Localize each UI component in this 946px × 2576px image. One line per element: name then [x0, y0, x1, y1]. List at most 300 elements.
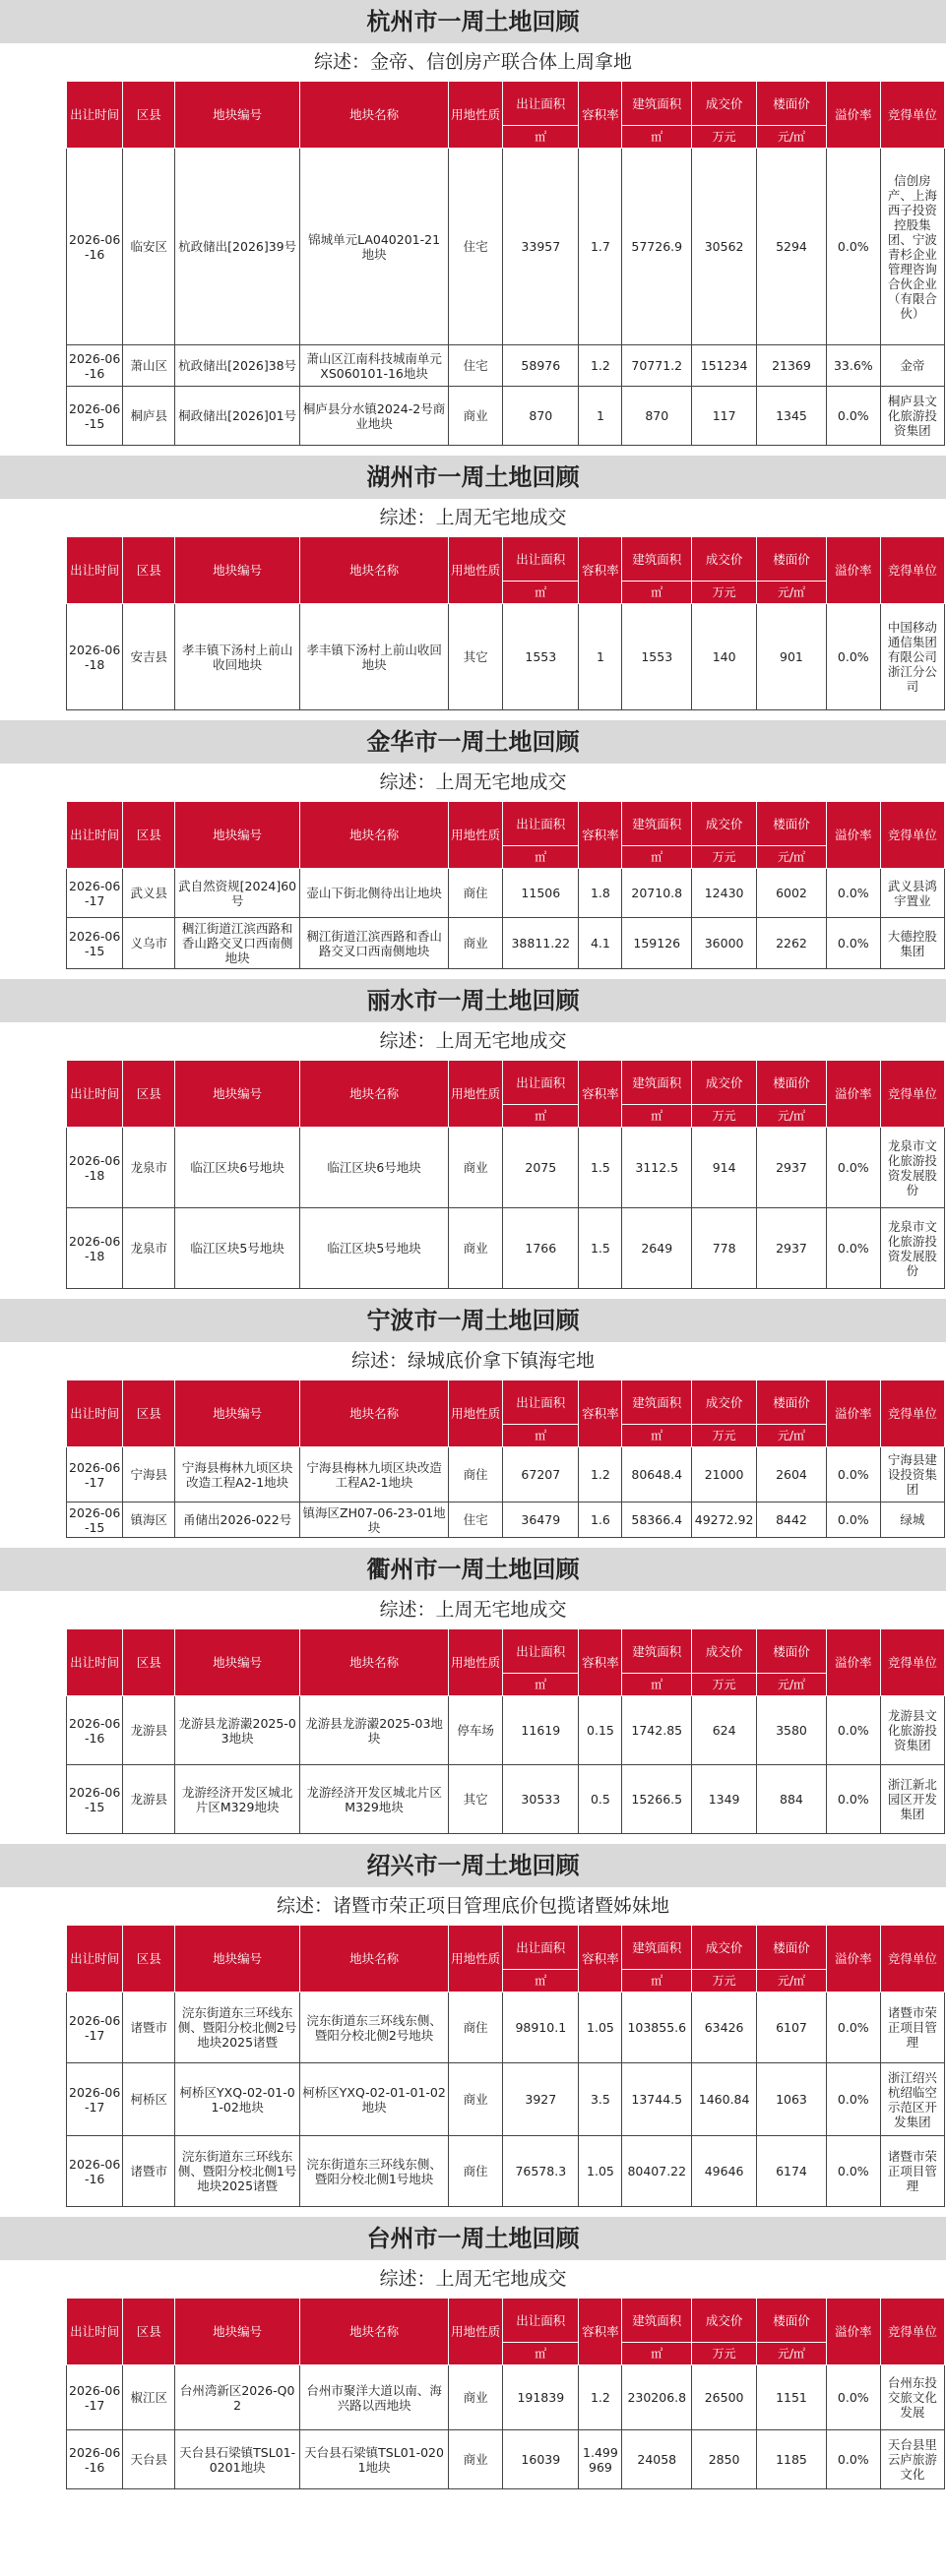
cell-plot_no: 临江区块6号地块 [175, 1128, 300, 1208]
cell-plot_no: 天台县石梁镇TSL01-0201地块 [175, 2430, 300, 2489]
col-header-winner: 竞得单位 [880, 1926, 944, 1993]
cell-plot_name: 孝丰镇下汤村上前山收回地块 [300, 604, 449, 710]
cell-use: 商住 [449, 1993, 503, 2063]
cell-use: 商住 [449, 1447, 503, 1503]
col-header-plot_no: 地块编号 [175, 802, 300, 869]
cell-floor_price: 884 [757, 1765, 827, 1834]
cell-plot_no: 浣东街道东三环线东侧、暨阳分校北侧2号地块2025诸暨 [175, 1993, 300, 2063]
cell-area: 16039 [503, 2430, 579, 2489]
cell-floor_price: 2262 [757, 918, 827, 969]
cell-plot_no: 杭政储出[2026]38号 [175, 345, 300, 387]
col-unit-build_area: ㎡ [622, 846, 692, 869]
city-section [0, 1299, 946, 1538]
weekly-summary: 综述：上周无宅地成交 [379, 507, 567, 528]
cell-district: 安吉县 [123, 604, 175, 710]
city-section [0, 0, 946, 446]
col-header-premium: 溢价率 [826, 1061, 880, 1128]
city-section [0, 979, 946, 1289]
col-header-date: 出让时间 [67, 802, 123, 869]
col-header-area: 出让面积 [503, 2299, 579, 2343]
cell-premium: 0.0% [826, 604, 880, 710]
cell-district: 宁海县 [123, 1447, 175, 1503]
col-header-date: 出让时间 [67, 1380, 123, 1447]
col-header-plot_name: 地块名称 [300, 82, 449, 149]
col-header-price: 成交价 [692, 1380, 757, 1425]
col-header-use: 用地性质 [449, 2299, 503, 2365]
city-title: 衢州市一周土地回顾 [0, 1548, 946, 1591]
cell-winner: 宁海县建设投资集团 [880, 1447, 944, 1503]
cell-floor_price: 2604 [757, 1447, 827, 1503]
col-unit-floor_price: 元/㎡ [757, 1674, 827, 1696]
cell-price: 36000 [692, 918, 757, 969]
col-header-build_area: 建筑面积 [622, 2299, 692, 2343]
col-header-winner: 竞得单位 [880, 802, 944, 869]
cell-premium: 0.0% [826, 1503, 880, 1538]
cell-far: 4.1 [579, 918, 622, 969]
col-header-winner: 竞得单位 [880, 537, 944, 604]
col-header-floor_price: 楼面价 [757, 82, 827, 126]
cell-premium: 0.0% [826, 2365, 880, 2430]
col-header-area: 出让面积 [503, 82, 579, 126]
cell-area: 33957 [503, 149, 579, 345]
cell-price: 1349 [692, 1765, 757, 1834]
cell-area: 870 [503, 387, 579, 446]
col-header-build_area: 建筑面积 [622, 537, 692, 582]
cell-price: 1460.84 [692, 2063, 757, 2136]
land-table [66, 1380, 945, 1538]
table-row [67, 1696, 945, 1765]
col-header-plot_no: 地块编号 [175, 1380, 300, 1447]
cell-price: 117 [692, 387, 757, 446]
cell-plot_name: 宁海县梅林九顷区块改造工程A2-1地块 [300, 1447, 449, 1503]
city-section [0, 1844, 946, 2207]
cell-area: 1766 [503, 1208, 579, 1289]
col-header-district: 区县 [123, 2299, 175, 2365]
cell-far: 1.05 [579, 1993, 622, 2063]
land-table [66, 536, 945, 710]
col-header-price: 成交价 [692, 2299, 757, 2343]
col-header-price: 成交价 [692, 537, 757, 582]
col-header-premium: 溢价率 [826, 802, 880, 869]
cell-date: 2026-06-16 [67, 2430, 123, 2489]
cell-winner: 龙泉市文化旅游投资发展股份 [880, 1128, 944, 1208]
cell-plot_no: 宁海县梅林九顷区块改造工程A2-1地块 [175, 1447, 300, 1503]
cell-use: 停车场 [449, 1696, 503, 1765]
table-header [67, 1629, 945, 1696]
cell-build_area: 159126 [622, 918, 692, 969]
col-unit-floor_price: 元/㎡ [757, 582, 827, 604]
table-row [67, 387, 945, 446]
col-header-plot_name: 地块名称 [300, 1926, 449, 1993]
col-header-plot_name: 地块名称 [300, 1061, 449, 1128]
cell-floor_price: 1345 [757, 387, 827, 446]
cell-far: 0.15 [579, 1696, 622, 1765]
cell-use: 商住 [449, 869, 503, 918]
cell-winner: 龙游县文化旅游投资集团 [880, 1696, 944, 1765]
cell-winner: 浙江新北园区开发集团 [880, 1765, 944, 1834]
cell-build_area: 80407.22 [622, 2136, 692, 2207]
cell-price: 151234 [692, 345, 757, 387]
cell-price: 21000 [692, 1447, 757, 1503]
cell-district: 诸暨市 [123, 1993, 175, 2063]
cell-date: 2026-06-17 [67, 2063, 123, 2136]
cell-far: 1.6 [579, 1503, 622, 1538]
col-header-area: 出让面积 [503, 1926, 579, 1970]
col-header-use: 用地性质 [449, 82, 503, 149]
col-header-date: 出让时间 [67, 1061, 123, 1128]
col-unit-floor_price: 元/㎡ [757, 2343, 827, 2365]
cell-far: 1.499969 [579, 2430, 622, 2489]
cell-build_area: 70771.2 [622, 345, 692, 387]
cell-use: 其它 [449, 604, 503, 710]
table-row [67, 869, 945, 918]
cell-build_area: 13744.5 [622, 2063, 692, 2136]
cell-winner: 武义县鸿宇置业 [880, 869, 944, 918]
cell-date: 2026-06-17 [67, 2365, 123, 2430]
col-unit-price: 万元 [692, 846, 757, 869]
col-unit-floor_price: 元/㎡ [757, 1970, 827, 1993]
cell-area: 191839 [503, 2365, 579, 2430]
city-title: 湖州市一周土地回顾 [0, 456, 946, 499]
cell-build_area: 870 [622, 387, 692, 446]
cell-plot_no: 浣东街道东三环线东侧、暨阳分校北侧1号地块2025诸暨 [175, 2136, 300, 2207]
table-row [67, 1208, 945, 1289]
cell-price: 30562 [692, 149, 757, 345]
col-header-district: 区县 [123, 1380, 175, 1447]
cell-build_area: 1742.85 [622, 1696, 692, 1765]
cell-price: 914 [692, 1128, 757, 1208]
cell-plot_name: 天台县石梁镇TSL01-0201地块 [300, 2430, 449, 2489]
cell-use: 其它 [449, 1765, 503, 1834]
cell-area: 76578.3 [503, 2136, 579, 2207]
table-row [67, 345, 945, 387]
table-row [67, 604, 945, 710]
cell-floor_price: 1151 [757, 2365, 827, 2430]
col-unit-area: ㎡ [503, 1674, 579, 1696]
cell-date: 2026-06-16 [67, 2136, 123, 2207]
cell-price: 778 [692, 1208, 757, 1289]
col-unit-price: 万元 [692, 126, 757, 149]
col-header-winner: 竞得单位 [880, 1380, 944, 1447]
cell-premium: 0.0% [826, 918, 880, 969]
cell-area: 2075 [503, 1128, 579, 1208]
city-title: 金华市一周土地回顾 [0, 720, 946, 764]
cell-date: 2026-06-16 [67, 149, 123, 345]
cell-plot_name: 壶山下街北侧待出让地块 [300, 869, 449, 918]
col-unit-build_area: ㎡ [622, 1105, 692, 1128]
weekly-summary: 综述：诸暨市荣正项目管理底价包揽诸暨姊妹地 [276, 1895, 669, 1917]
table-row [67, 2430, 945, 2489]
city-section [0, 456, 946, 710]
cell-plot_name: 龙游县龙游瀫2025-03地块 [300, 1696, 449, 1765]
cell-area: 30533 [503, 1765, 579, 1834]
cell-date: 2026-06-17 [67, 1447, 123, 1503]
cell-build_area: 230206.8 [622, 2365, 692, 2430]
cell-build_area: 2649 [622, 1208, 692, 1289]
col-header-district: 区县 [123, 802, 175, 869]
col-header-build_area: 建筑面积 [622, 802, 692, 846]
col-header-build_area: 建筑面积 [622, 1380, 692, 1425]
col-header-plot_no: 地块编号 [175, 1629, 300, 1696]
cell-plot_name: 柯桥区YXQ-02-01-01-02地块 [300, 2063, 449, 2136]
cell-area: 98910.1 [503, 1993, 579, 2063]
cell-price: 63426 [692, 1993, 757, 2063]
col-header-far: 容积率 [579, 2299, 622, 2365]
land-table [66, 1925, 945, 2207]
col-header-area: 出让面积 [503, 1629, 579, 1674]
col-unit-price: 万元 [692, 1674, 757, 1696]
cell-district: 临安区 [123, 149, 175, 345]
cell-plot_name: 萧山区江南科技城南单元XS060101-16地块 [300, 345, 449, 387]
col-header-build_area: 建筑面积 [622, 1629, 692, 1674]
cell-district: 龙游县 [123, 1696, 175, 1765]
col-header-plot_name: 地块名称 [300, 802, 449, 869]
cell-area: 58976 [503, 345, 579, 387]
table-row [67, 1503, 945, 1538]
cell-floor_price: 901 [757, 604, 827, 710]
cell-plot_name: 稠江街道江滨西路和香山路交叉口西南侧地块 [300, 918, 449, 969]
col-header-price: 成交价 [692, 82, 757, 126]
cell-floor_price: 21369 [757, 345, 827, 387]
col-unit-area: ㎡ [503, 1105, 579, 1128]
col-header-use: 用地性质 [449, 1629, 503, 1696]
cell-plot_no: 龙游县龙游瀫2025-03地块 [175, 1696, 300, 1765]
cell-plot_name: 临江区块6号地块 [300, 1128, 449, 1208]
cell-district: 龙泉市 [123, 1128, 175, 1208]
col-unit-area: ㎡ [503, 582, 579, 604]
cell-winner: 绿城 [880, 1503, 944, 1538]
col-header-premium: 溢价率 [826, 537, 880, 604]
cell-price: 49272.92 [692, 1503, 757, 1538]
table-row [67, 1993, 945, 2063]
col-header-build_area: 建筑面积 [622, 1061, 692, 1105]
cell-plot_no: 龙游经济开发区城北片区M329地块 [175, 1765, 300, 1834]
city-section [0, 2217, 946, 2489]
col-header-district: 区县 [123, 537, 175, 604]
cell-use: 住宅 [449, 149, 503, 345]
table-header [67, 82, 945, 149]
table-header [67, 802, 945, 869]
cell-price: 140 [692, 604, 757, 710]
col-header-date: 出让时间 [67, 1629, 123, 1696]
col-header-plot_no: 地块编号 [175, 1926, 300, 1993]
cell-plot_no: 柯桥区YXQ-02-01-01-02地块 [175, 2063, 300, 2136]
cell-floor_price: 6107 [757, 1993, 827, 2063]
cell-premium: 0.0% [826, 2063, 880, 2136]
col-header-area: 出让面积 [503, 1061, 579, 1105]
col-header-price: 成交价 [692, 1629, 757, 1674]
col-unit-area: ㎡ [503, 126, 579, 149]
col-unit-floor_price: 元/㎡ [757, 846, 827, 869]
cell-plot_name: 锦城单元LA040201-21地块 [300, 149, 449, 345]
col-header-use: 用地性质 [449, 537, 503, 604]
col-unit-build_area: ㎡ [622, 1970, 692, 1993]
cell-price: 49646 [692, 2136, 757, 2207]
col-header-far: 容积率 [579, 537, 622, 604]
cell-date: 2026-06-18 [67, 1128, 123, 1208]
cell-winner: 中国移动通信集团有限公司浙江分公司 [880, 604, 944, 710]
cell-price: 2850 [692, 2430, 757, 2489]
table-row [67, 2063, 945, 2136]
cell-build_area: 58366.4 [622, 1503, 692, 1538]
cell-winner: 诸暨市荣正项目管理 [880, 2136, 944, 2207]
cell-build_area: 15266.5 [622, 1765, 692, 1834]
col-header-date: 出让时间 [67, 2299, 123, 2365]
table-row [67, 2136, 945, 2207]
cell-build_area: 57726.9 [622, 149, 692, 345]
cell-district: 武义县 [123, 869, 175, 918]
col-header-price: 成交价 [692, 1926, 757, 1970]
cell-plot_no: 甬储出2026-022号 [175, 1503, 300, 1538]
cell-premium: 33.6% [826, 345, 880, 387]
cell-build_area: 1553 [622, 604, 692, 710]
cell-floor_price: 6002 [757, 869, 827, 918]
table-row [67, 2365, 945, 2430]
col-header-premium: 溢价率 [826, 1629, 880, 1696]
cell-district: 桐庐县 [123, 387, 175, 446]
cell-winner: 浙江绍兴杭绍临空示范区开发集团 [880, 2063, 944, 2136]
cell-date: 2026-06-18 [67, 604, 123, 710]
city-section [0, 720, 946, 969]
col-unit-price: 万元 [692, 582, 757, 604]
col-header-build_area: 建筑面积 [622, 1926, 692, 1970]
cell-far: 1.7 [579, 149, 622, 345]
cell-far: 1.5 [579, 1128, 622, 1208]
col-header-price: 成交价 [692, 1061, 757, 1105]
cell-use: 住宅 [449, 345, 503, 387]
col-unit-price: 万元 [692, 1425, 757, 1447]
col-unit-price: 万元 [692, 1105, 757, 1128]
col-header-district: 区县 [123, 1926, 175, 1993]
cell-plot_no: 孝丰镇下汤村上前山收回地块 [175, 604, 300, 710]
cell-district: 镇海区 [123, 1503, 175, 1538]
col-header-premium: 溢价率 [826, 1380, 880, 1447]
col-header-date: 出让时间 [67, 537, 123, 604]
weekly-summary: 综述：上周无宅地成交 [379, 1599, 567, 1621]
col-header-plot_no: 地块编号 [175, 2299, 300, 2365]
cell-far: 1 [579, 604, 622, 710]
cell-district: 诸暨市 [123, 2136, 175, 2207]
cell-floor_price: 1063 [757, 2063, 827, 2136]
cell-build_area: 80648.4 [622, 1447, 692, 1503]
cell-premium: 0.0% [826, 1208, 880, 1289]
cell-floor_price: 6174 [757, 2136, 827, 2207]
cell-far: 0.5 [579, 1765, 622, 1834]
col-header-plot_no: 地块编号 [175, 537, 300, 604]
cell-plot_no: 桐政储出[2026]01号 [175, 387, 300, 446]
cell-date: 2026-06-18 [67, 1208, 123, 1289]
table-header [67, 537, 945, 604]
cell-floor_price: 1185 [757, 2430, 827, 2489]
col-unit-area: ㎡ [503, 1425, 579, 1447]
table-header [67, 1926, 945, 1993]
cell-plot_no: 台州湾新区2026-Q02 [175, 2365, 300, 2430]
col-header-far: 容积率 [579, 802, 622, 869]
cell-date: 2026-06-15 [67, 387, 123, 446]
table-header [67, 2299, 945, 2365]
col-header-floor_price: 楼面价 [757, 1926, 827, 1970]
cell-district: 龙泉市 [123, 1208, 175, 1289]
city-title: 绍兴市一周土地回顾 [0, 1844, 946, 1887]
col-unit-price: 万元 [692, 2343, 757, 2365]
col-header-floor_price: 楼面价 [757, 1061, 827, 1105]
col-header-winner: 竞得单位 [880, 2299, 944, 2365]
col-header-date: 出让时间 [67, 82, 123, 149]
table-row [67, 918, 945, 969]
cell-plot_no: 临江区块5号地块 [175, 1208, 300, 1289]
cell-premium: 0.0% [826, 1993, 880, 2063]
col-unit-area: ㎡ [503, 2343, 579, 2365]
cell-use: 住宅 [449, 1503, 503, 1538]
col-header-floor_price: 楼面价 [757, 1380, 827, 1425]
cell-date: 2026-06-16 [67, 345, 123, 387]
cell-winner: 诸暨市荣正项目管理 [880, 1993, 944, 2063]
table-row [67, 1128, 945, 1208]
city-title: 宁波市一周土地回顾 [0, 1299, 946, 1342]
col-header-plot_name: 地块名称 [300, 1629, 449, 1696]
cell-plot_name: 镇海区ZH07-06-23-01地块 [300, 1503, 449, 1538]
cell-premium: 0.0% [826, 2136, 880, 2207]
cell-district: 萧山区 [123, 345, 175, 387]
cell-use: 商业 [449, 387, 503, 446]
cell-price: 12430 [692, 869, 757, 918]
col-header-plot_no: 地块编号 [175, 1061, 300, 1128]
cell-far: 1.5 [579, 1208, 622, 1289]
col-header-district: 区县 [123, 1629, 175, 1696]
col-unit-build_area: ㎡ [622, 126, 692, 149]
col-header-winner: 竞得单位 [880, 82, 944, 149]
cell-plot_name: 临江区块5号地块 [300, 1208, 449, 1289]
cell-date: 2026-06-15 [67, 918, 123, 969]
cell-area: 1553 [503, 604, 579, 710]
cell-far: 1.2 [579, 1447, 622, 1503]
col-header-premium: 溢价率 [826, 1926, 880, 1993]
col-header-floor_price: 楼面价 [757, 802, 827, 846]
cell-district: 柯桥区 [123, 2063, 175, 2136]
cell-winner: 桐庐县文化旅游投资集团 [880, 387, 944, 446]
cell-use: 商业 [449, 1128, 503, 1208]
land-table [66, 81, 945, 446]
cell-build_area: 20710.8 [622, 869, 692, 918]
col-unit-area: ㎡ [503, 1970, 579, 1993]
col-header-build_area: 建筑面积 [622, 82, 692, 126]
cell-floor_price: 8442 [757, 1503, 827, 1538]
cell-premium: 0.0% [826, 869, 880, 918]
cell-floor_price: 2937 [757, 1128, 827, 1208]
cell-far: 1.2 [579, 2365, 622, 2430]
cell-area: 38811.22 [503, 918, 579, 969]
cell-use: 商业 [449, 918, 503, 969]
weekly-summary: 综述：绿城底价拿下镇海宅地 [350, 1350, 595, 1372]
cell-date: 2026-06-17 [67, 869, 123, 918]
col-unit-price: 万元 [692, 1970, 757, 1993]
col-header-plot_name: 地块名称 [300, 537, 449, 604]
cell-plot_name: 浣东街道东三环线东侧、暨阳分校北侧1号地块 [300, 2136, 449, 2207]
cell-winner: 金帝 [880, 345, 944, 387]
col-header-floor_price: 楼面价 [757, 537, 827, 582]
cell-district: 龙游县 [123, 1765, 175, 1834]
col-header-far: 容积率 [579, 1629, 622, 1696]
col-header-plot_name: 地块名称 [300, 1380, 449, 1447]
city-title: 丽水市一周土地回顾 [0, 979, 946, 1022]
cell-floor_price: 3580 [757, 1696, 827, 1765]
cell-district: 椒江区 [123, 2365, 175, 2430]
cell-floor_price: 2937 [757, 1208, 827, 1289]
cell-build_area: 24058 [622, 2430, 692, 2489]
col-header-far: 容积率 [579, 1926, 622, 1993]
col-header-winner: 竞得单位 [880, 1061, 944, 1128]
col-header-plot_name: 地块名称 [300, 2299, 449, 2365]
